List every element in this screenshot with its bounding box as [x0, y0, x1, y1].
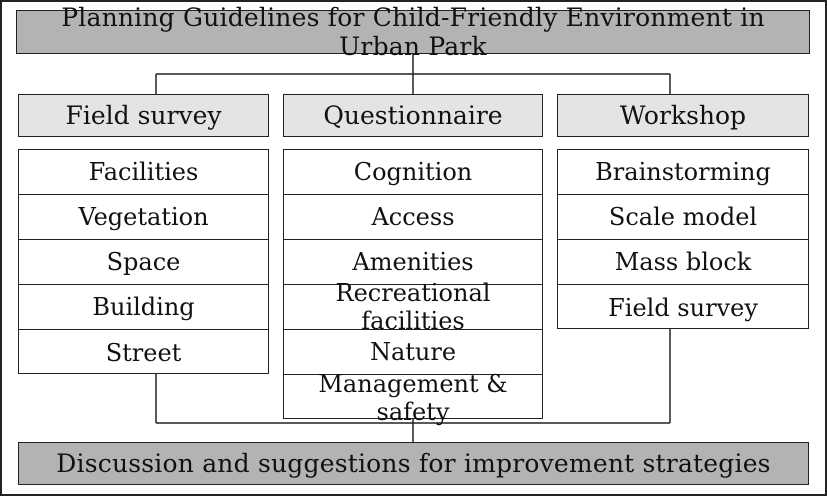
conclusion-box [18, 442, 809, 485]
list-field-survey [18, 149, 269, 374]
list-item: Field survey [608, 293, 758, 322]
list-item: Building [19, 285, 268, 330]
header-questionnaire [283, 94, 543, 137]
header-workshop [557, 94, 809, 137]
list-item: Amenities [284, 240, 542, 285]
title-text: Planning Guidelines for Child-Friendly Environment in Urban Park [61, 3, 765, 61]
list-item: Brainstorming [558, 150, 808, 195]
list-item: Street [105, 338, 182, 367]
list-item: Scale model [558, 195, 808, 240]
list-item: Vegetation [19, 195, 268, 240]
header-text: Field survey [65, 101, 222, 130]
list-item: Mass block [558, 240, 808, 285]
header-field-survey [18, 94, 269, 137]
list-item: Nature [284, 330, 542, 375]
list-questionnaire [283, 149, 543, 426]
list-item: Management & safety [318, 369, 508, 426]
list-item: Facilities [19, 150, 268, 195]
list-item: Cognition [284, 150, 542, 195]
list-item: Recreational facilities [284, 285, 542, 330]
header-text: Questionnaire [323, 101, 503, 130]
conclusion-text: Discussion and suggestions for improvement strategies [56, 449, 771, 478]
list-item: Access [284, 195, 542, 240]
diagram-title [16, 3, 810, 61]
header-text: Workshop [619, 101, 747, 130]
list-workshop [557, 149, 809, 329]
list-item: Space [19, 240, 268, 285]
